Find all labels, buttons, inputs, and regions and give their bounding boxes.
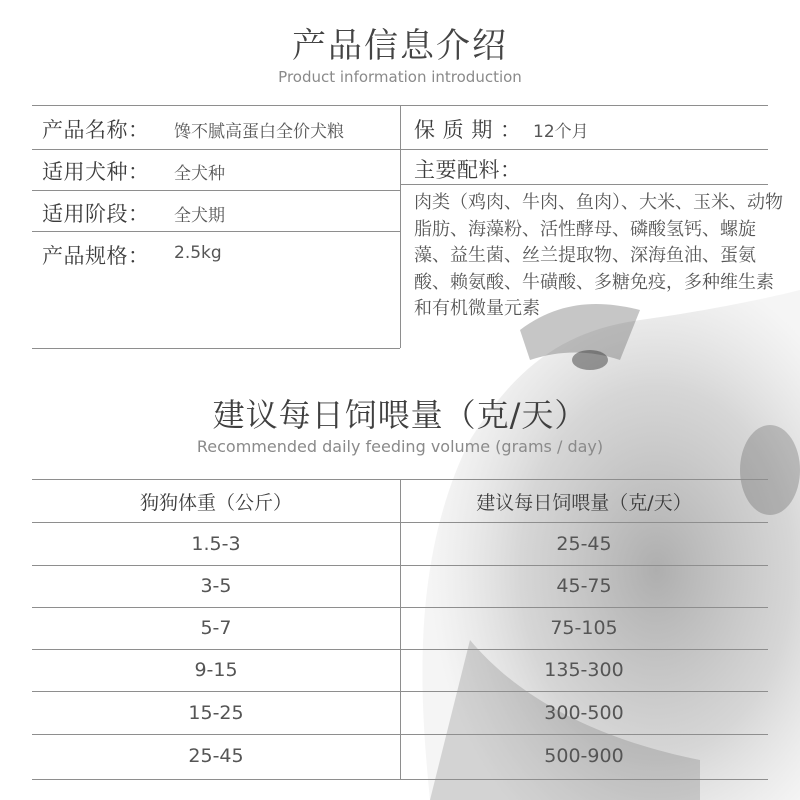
info-table-column-divider (400, 105, 401, 348)
feeding-table-row-divider (32, 649, 768, 650)
table-row-amount: 500-900 (544, 745, 624, 767)
product-name-value: 馋不腻高蛋白全价犬粮 (174, 122, 344, 142)
feeding-table-row-divider (32, 565, 768, 566)
table-row-weight: 25-45 (188, 745, 244, 767)
table-row-amount: 45-75 (556, 575, 612, 597)
table-row-weight: 3-5 (200, 575, 232, 597)
info-table-row-divider (400, 184, 768, 185)
breed-value: 全犬种 (174, 164, 225, 184)
amount-column-header: 建议每日饲喂量（克/天） (476, 492, 692, 514)
table-row-amount: 25-45 (556, 533, 612, 555)
product-name-label: 产品名称： (42, 118, 150, 142)
feeding-table-row-divider (32, 607, 768, 608)
shelf-life-label: 保 质 期 ： (414, 118, 522, 142)
info-table-row-divider (32, 231, 400, 232)
feeding-table-bottom-border (32, 779, 768, 780)
table-row-weight: 1.5-3 (191, 533, 241, 555)
page-title: 产品信息介绍 (292, 26, 508, 66)
feeding-table-row-divider (32, 734, 768, 735)
table-row-weight: 9-15 (194, 659, 238, 681)
feeding-subtitle: Recommended daily feeding volume (grams / day) (196, 437, 604, 456)
page-subtitle: Product information introduction (278, 68, 522, 86)
stage-label: 适用阶段： (42, 202, 150, 226)
spec-value: 2.5kg (174, 243, 222, 263)
table-row-weight: 15-25 (188, 702, 244, 724)
table-row-amount: 300-500 (544, 702, 624, 724)
info-table-row-divider (32, 190, 400, 191)
weight-column-header: 狗狗体重（公斤） (139, 492, 292, 514)
ingredients-value: 肉类（鸡肉、牛肉、鱼肉）、大米、玉米、动物脂肪、海藻粉、活性酵母、磷酸氢钙、螺旋藻、益生菌、丝兰提取物、深海鱼油、蛋氨酸、赖氨酸、牛磺酸、多糖免疫，多种维生素和有机微量元素 (414, 192, 783, 319)
breed-label: 适用犬种： (42, 160, 150, 184)
table-row-amount: 135-300 (544, 659, 624, 681)
feeding-table-header-divider (32, 522, 768, 523)
info-table-bottom-border (32, 348, 400, 349)
spec-label: 产品规格： (42, 244, 150, 268)
stage-value: 全犬期 (174, 206, 225, 226)
table-row-amount: 75-105 (550, 617, 618, 639)
ingredients-label: 主要配料： (414, 158, 522, 182)
feeding-table-row-divider (32, 691, 768, 692)
feeding-title: 建议每日饲喂量（克/天） (212, 396, 588, 434)
table-row-weight: 5-7 (200, 617, 232, 639)
shelf-life-value: 12个月 (533, 122, 589, 142)
